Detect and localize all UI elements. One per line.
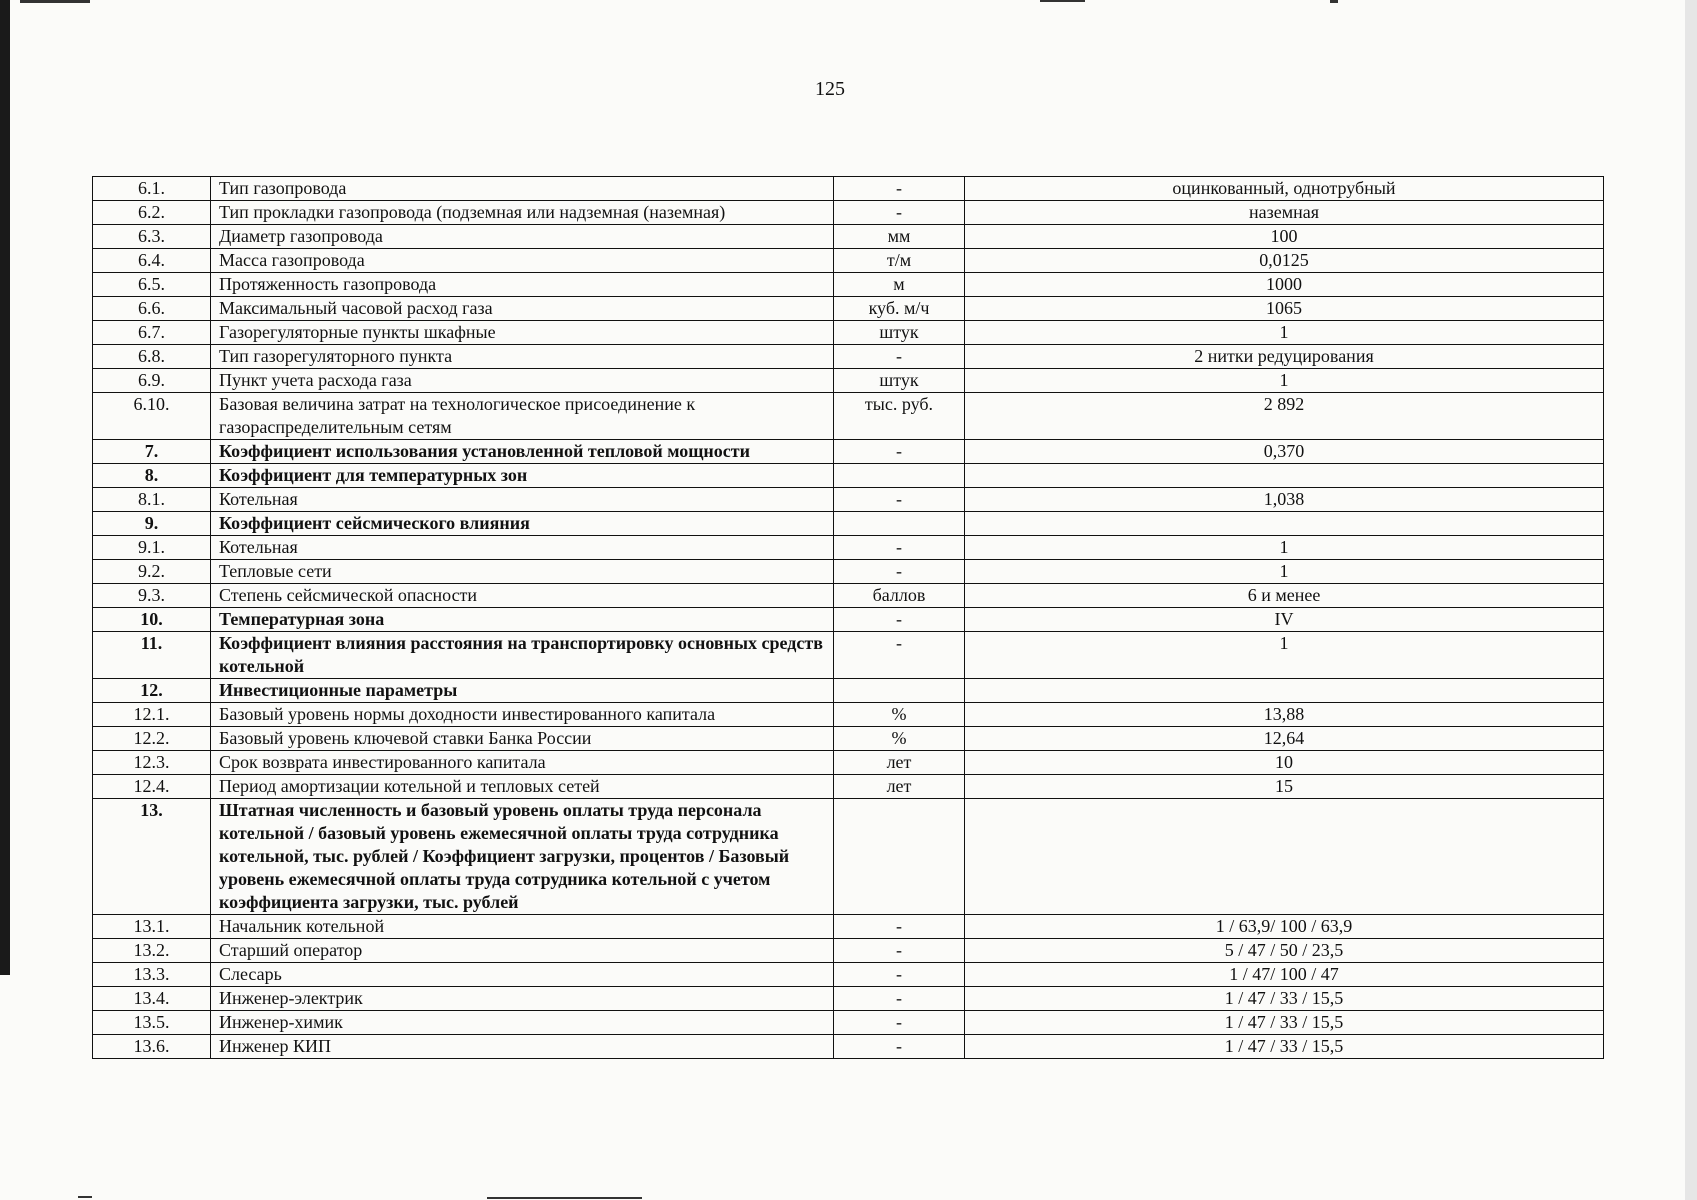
row-unit: - [834,939,965,963]
row-number: 12. [93,679,211,703]
row-value: 1 / 47 / 33 / 15,5 [965,1035,1604,1059]
row-name: Старший оператор [211,939,834,963]
row-number: 13.1. [93,915,211,939]
table-row [93,751,1604,775]
row-unit: мм [834,225,965,249]
row-unit [834,799,965,915]
row-number: 12.4. [93,775,211,799]
row-number: 13.5. [93,1011,211,1035]
row-number: 6.6. [93,297,211,321]
row-value: 1,038 [965,488,1604,512]
row-name: Слесарь [211,963,834,987]
row-unit: - [834,608,965,632]
row-unit: тыс. руб. [834,393,965,440]
row-unit: - [834,1035,965,1059]
row-number: 10. [93,608,211,632]
row-number: 6.4. [93,249,211,273]
row-unit: баллов [834,584,965,608]
row-number: 13.3. [93,963,211,987]
row-number: 9.1. [93,536,211,560]
row-number: 6.10. [93,393,211,440]
row-value: 1 / 47 / 33 / 15,5 [965,1011,1604,1035]
table-row [93,464,1604,488]
table-row [93,345,1604,369]
row-name: Срок возврата инвестированного капитала [211,751,834,775]
row-unit: м [834,273,965,297]
table-row [93,679,1604,703]
table-row [93,393,1604,440]
row-name: Газорегуляторные пункты шкафные [211,321,834,345]
table-row [93,536,1604,560]
row-unit: - [834,488,965,512]
row-unit: - [834,1011,965,1035]
row-unit: - [834,201,965,225]
table-row [93,225,1604,249]
row-name: Инженер КИП [211,1035,834,1059]
row-value: 15 [965,775,1604,799]
row-name: Тип газопровода [211,177,834,201]
row-unit: т/м [834,249,965,273]
scan-edge-left [0,0,10,975]
row-number: 9.3. [93,584,211,608]
row-name: Коэффициент влияния расстояния на транспортировку основных средств котельной [211,632,834,679]
row-unit: штук [834,321,965,345]
row-number: 8.1. [93,488,211,512]
row-value [965,799,1604,915]
row-value: 1 [965,632,1604,679]
row-value: 0,0125 [965,249,1604,273]
row-value: 2 892 [965,393,1604,440]
table-row [93,775,1604,799]
row-unit: штук [834,369,965,393]
row-name: Базовый уровень нормы доходности инвестированного капитала [211,703,834,727]
row-number: 6.3. [93,225,211,249]
row-name: Диаметр газопровода [211,225,834,249]
scan-speck [78,1196,92,1198]
row-name: Начальник котельной [211,915,834,939]
row-unit: - [834,963,965,987]
row-number: 6.9. [93,369,211,393]
scan-edge-right [1685,0,1697,1200]
row-number: 13.6. [93,1035,211,1059]
row-value: оцинкованный, однотрубный [965,177,1604,201]
row-name: Инженер-химик [211,1011,834,1035]
row-value: 10 [965,751,1604,775]
row-value: 1 [965,536,1604,560]
row-name: Коэффициент использования установленной тепловой мощности [211,440,834,464]
row-name: Максимальный часовой расход газа [211,297,834,321]
row-value: 1 / 63,9/ 100 / 63,9 [965,915,1604,939]
table-row [93,440,1604,464]
table-row [93,177,1604,201]
row-number: 6.8. [93,345,211,369]
row-number: 6.7. [93,321,211,345]
row-unit [834,512,965,536]
row-value: 1000 [965,273,1604,297]
table-row [93,369,1604,393]
row-name: Пункт учета расхода газа [211,369,834,393]
row-name: Штатная численность и базовый уровень оплаты труда персонала котельной / базовый уровень ежемесячной оплаты труда сотрудника котельной, тыс. рублей / Коэффициент загрузки, процентов / Базовый уровень ежемесячной оплаты труда сотрудника котельной с учетом коэффициента загрузки, тыс. рублей [211,799,834,915]
row-name: Масса газопровода [211,249,834,273]
table-row [93,915,1604,939]
scan-speck [1330,0,1338,3]
table-row [93,560,1604,584]
row-number: 9. [93,512,211,536]
table-row [93,963,1604,987]
table-row [93,273,1604,297]
scan-speck [1040,0,1085,2]
row-name: Базовая величина затрат на технологическое присоединение к газораспределительным сетям [211,393,834,440]
table-row [93,584,1604,608]
row-number: 6.1. [93,177,211,201]
row-value [965,679,1604,703]
row-value: 1065 [965,297,1604,321]
row-unit: - [834,536,965,560]
row-unit: - [834,632,965,679]
row-value: 1 / 47 / 33 / 15,5 [965,987,1604,1011]
row-name: Инвестиционные параметры [211,679,834,703]
table-row [93,608,1604,632]
row-unit: - [834,915,965,939]
row-unit: - [834,440,965,464]
row-unit: куб. м/ч [834,297,965,321]
table-row [93,727,1604,751]
row-name: Котельная [211,536,834,560]
row-unit [834,464,965,488]
row-value: 100 [965,225,1604,249]
row-value: 0,370 [965,440,1604,464]
row-name: Температурная зона [211,608,834,632]
row-value: 13,88 [965,703,1604,727]
parameters-table [92,176,1604,1059]
table-row [93,632,1604,679]
table-body [93,177,1604,1059]
row-unit: лет [834,751,965,775]
row-unit: - [834,177,965,201]
row-number: 12.1. [93,703,211,727]
row-number: 6.5. [93,273,211,297]
row-name: Протяженность газопровода [211,273,834,297]
row-name: Котельная [211,488,834,512]
table-row [93,987,1604,1011]
row-name: Тепловые сети [211,560,834,584]
row-number: 12.2. [93,727,211,751]
row-number: 8. [93,464,211,488]
scan-speck [20,0,90,3]
row-name: Тип газорегуляторного пункта [211,345,834,369]
table-row [93,1011,1604,1035]
row-name: Период амортизации котельной и тепловых сетей [211,775,834,799]
row-number: 11. [93,632,211,679]
row-name: Инженер-электрик [211,987,834,1011]
row-value: 5 / 47 / 50 / 23,5 [965,939,1604,963]
row-name: Коэффициент для температурных зон [211,464,834,488]
row-number: 6.2. [93,201,211,225]
row-unit: - [834,560,965,584]
table-row [93,488,1604,512]
table-row [93,201,1604,225]
table-row [93,297,1604,321]
row-number: 13. [93,799,211,915]
row-name: Степень сейсмической опасности [211,584,834,608]
row-unit: лет [834,775,965,799]
row-value: IV [965,608,1604,632]
row-value: 6 и менее [965,584,1604,608]
row-number: 12.3. [93,751,211,775]
row-value: 12,64 [965,727,1604,751]
row-value: наземная [965,201,1604,225]
table-row [93,249,1604,273]
row-unit: - [834,345,965,369]
row-unit [834,679,965,703]
table-row [93,1035,1604,1059]
row-value: 2 нитки редуцирования [965,345,1604,369]
row-unit: % [834,703,965,727]
row-value [965,512,1604,536]
table-row [93,703,1604,727]
row-value: 1 [965,560,1604,584]
row-value: 1 [965,321,1604,345]
row-name: Базовый уровень ключевой ставки Банка России [211,727,834,751]
row-number: 13.2. [93,939,211,963]
row-value: 1 [965,369,1604,393]
row-number: 9.2. [93,560,211,584]
scan-speck [487,1197,642,1199]
table-row [93,512,1604,536]
row-number: 7. [93,440,211,464]
row-name: Тип прокладки газопровода (подземная или надземная (наземная) [211,201,834,225]
table-row [93,939,1604,963]
row-name: Коэффициент сейсмического влияния [211,512,834,536]
row-value: 1 / 47/ 100 / 47 [965,963,1604,987]
table-row [93,799,1604,915]
page-number: 125 [815,78,845,100]
row-unit: - [834,987,965,1011]
row-unit: % [834,727,965,751]
row-value [965,464,1604,488]
table-row [93,321,1604,345]
row-number: 13.4. [93,987,211,1011]
